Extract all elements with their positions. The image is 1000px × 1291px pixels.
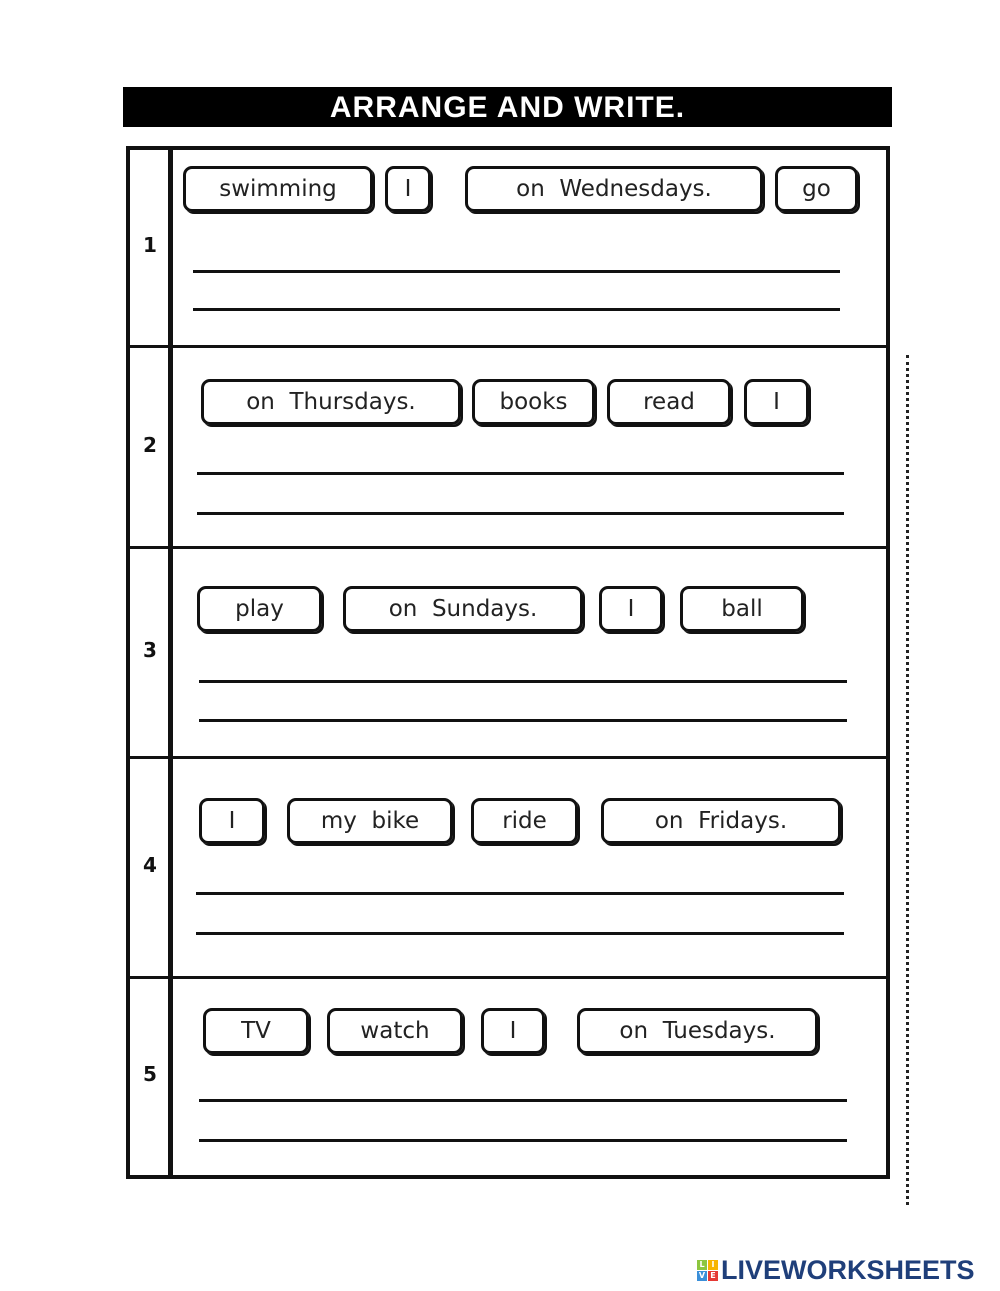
- word-card[interactable]: watch: [327, 1008, 463, 1054]
- dotted-cut-line: [906, 355, 909, 1205]
- answer-line[interactable]: [199, 1139, 847, 1142]
- row-number: 3: [143, 638, 157, 662]
- answer-line[interactable]: [196, 892, 844, 895]
- number-column-divider: [168, 146, 173, 1175]
- answer-line[interactable]: [199, 719, 847, 722]
- word-card[interactable]: read: [607, 379, 731, 425]
- row-number: 5: [143, 1061, 157, 1086]
- worksheet-title: ARRANGE AND WRITE.: [123, 87, 892, 127]
- answer-line[interactable]: [193, 270, 840, 273]
- word-card[interactable]: I: [744, 379, 809, 425]
- word-card[interactable]: ride: [471, 798, 578, 844]
- answer-line[interactable]: [197, 512, 844, 515]
- row-separator: [126, 756, 890, 759]
- word-card[interactable]: my bike: [287, 798, 453, 844]
- row-number: 4: [143, 853, 157, 877]
- row-separator: [126, 345, 890, 348]
- logo-letter: V: [698, 1271, 706, 1280]
- word-card[interactable]: on Thursdays.: [201, 379, 461, 425]
- answer-line[interactable]: [193, 308, 840, 311]
- word-card[interactable]: on Wednesdays.: [465, 166, 763, 212]
- word-card[interactable]: play: [197, 586, 322, 632]
- row-separator: [126, 546, 890, 549]
- word-card[interactable]: I: [385, 166, 431, 212]
- word-card[interactable]: books: [472, 379, 595, 425]
- answer-line[interactable]: [196, 932, 844, 935]
- row-number: 1: [143, 232, 157, 257]
- liveworksheets-logo: [697, 1255, 975, 1286]
- live-logo-icon: [697, 1260, 718, 1281]
- word-card[interactable]: ball: [680, 586, 804, 632]
- word-card[interactable]: I: [481, 1008, 545, 1054]
- word-card[interactable]: go: [775, 166, 858, 212]
- answer-line[interactable]: [197, 472, 844, 475]
- word-card[interactable]: on Fridays.: [601, 798, 841, 844]
- word-card[interactable]: swimming: [183, 166, 373, 212]
- logo-letter: L: [697, 1260, 707, 1270]
- answer-line[interactable]: [199, 680, 847, 683]
- logo-text: LIVEWORKSHEETS: [721, 1255, 975, 1285]
- word-card[interactable]: on Tuesdays.: [577, 1008, 818, 1054]
- row-number: 2: [143, 432, 157, 457]
- logo-letter: I: [708, 1260, 718, 1270]
- word-card[interactable]: TV: [203, 1008, 309, 1054]
- row-separator: [126, 976, 890, 979]
- logo-letter: E: [708, 1271, 718, 1281]
- word-card[interactable]: I: [199, 798, 265, 844]
- answer-line[interactable]: [199, 1099, 847, 1102]
- word-card[interactable]: on Sundays.: [343, 586, 583, 632]
- word-card[interactable]: I: [599, 586, 663, 632]
